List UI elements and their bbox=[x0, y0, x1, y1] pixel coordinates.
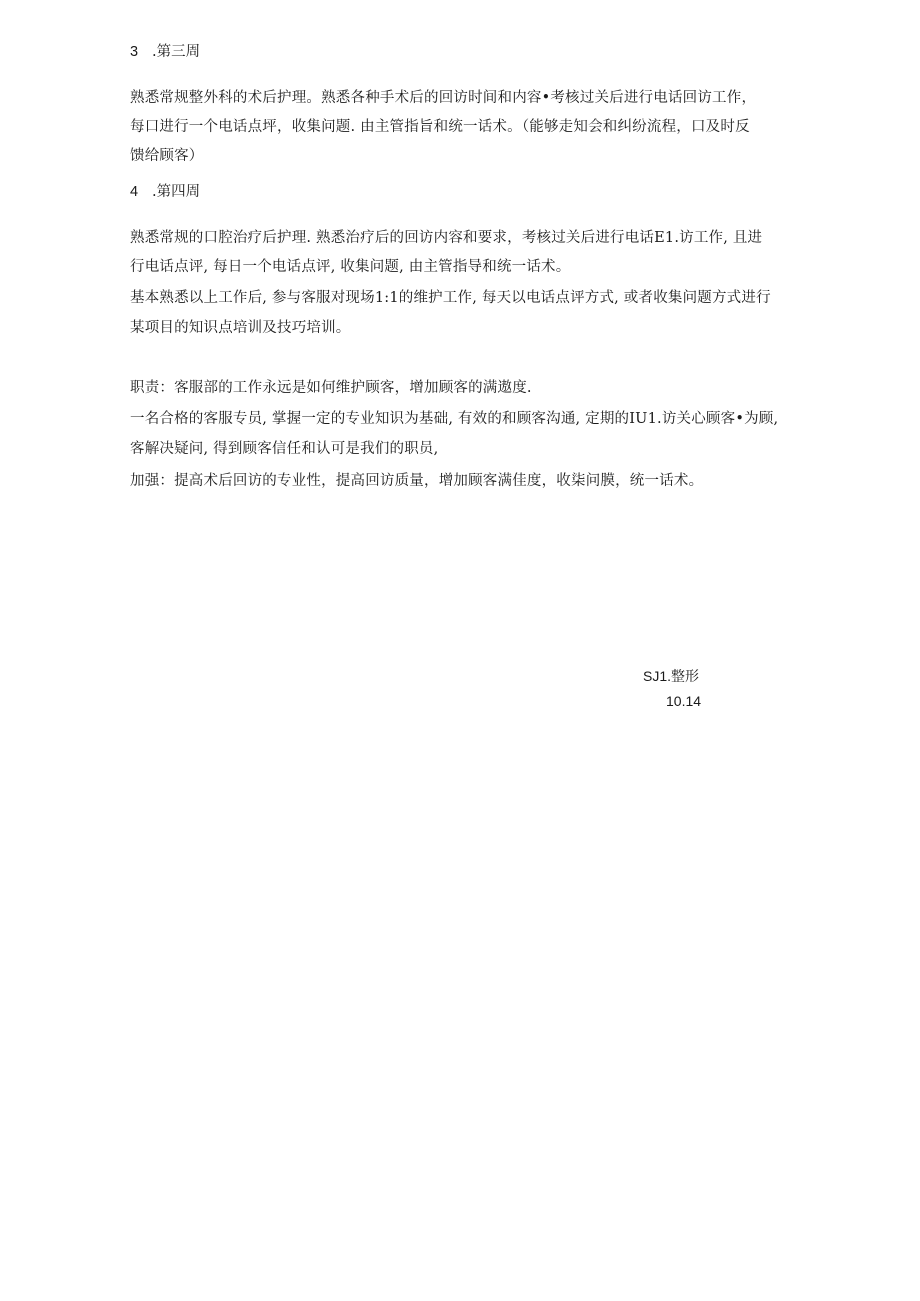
paragraph-line: 某项目的知识点培训及技巧培训。 bbox=[130, 320, 351, 336]
signature-date: 10.14 bbox=[666, 693, 702, 709]
duties-line: 加强：提高术后回访的专业性，提高回访质量，增加顾客满佳度，收柒问膜，统一话术。 bbox=[130, 473, 704, 489]
duties-line: 客解决疑问, 得到顾客信任和认可是我们的职员, bbox=[130, 441, 439, 457]
section-title: .第四周 bbox=[152, 184, 201, 200]
paragraph-line: 熟悉常规的口腔治疗后护理. 熟悉治疗后的回访内容和要求，考核过关后进行电话E1.访工作, 且进 bbox=[130, 230, 763, 246]
section-heading-week3 bbox=[130, 42, 200, 62]
duties-line: 职责：客服部的工作永远是如何维护顾客，增加顾客的满遨度. bbox=[130, 380, 532, 396]
paragraph-line: 每口进行一个电话点坪，收集问题. 由主管指旨和统一话术。（能够走知会和纠纷流程，口及时反 bbox=[130, 119, 750, 135]
paragraph-line: 馈给顾客） bbox=[130, 148, 204, 164]
duties-line: 一名合格的客服专员, 掌握一定的专业知识为基础, 有效的和顾客沟通, 定期的IU1.访关心顾客•为顾, bbox=[130, 411, 779, 427]
paragraph-line: 行电话点评, 每日一个电话点评, 收集问题, 由主管指导和统一话术。 bbox=[130, 259, 571, 275]
section-number: 3 bbox=[130, 44, 139, 60]
paragraph-line: 熟悉常规整外科的术后护理。熟悉各种手术后的回访时间和内容•考核过关后进行电话回访工作， bbox=[130, 90, 757, 106]
signature-org: SJ1.整形 bbox=[643, 668, 700, 684]
section-heading-week4 bbox=[130, 182, 200, 202]
paragraph-line: 基本熟悉以上工作后, 参与客服对现场1:1的维护工作, 每天以电话点评方式, 或者收集问题方式进行 bbox=[130, 290, 771, 306]
section-title: .第三周 bbox=[152, 44, 201, 60]
section-number: 4 bbox=[130, 184, 139, 200]
